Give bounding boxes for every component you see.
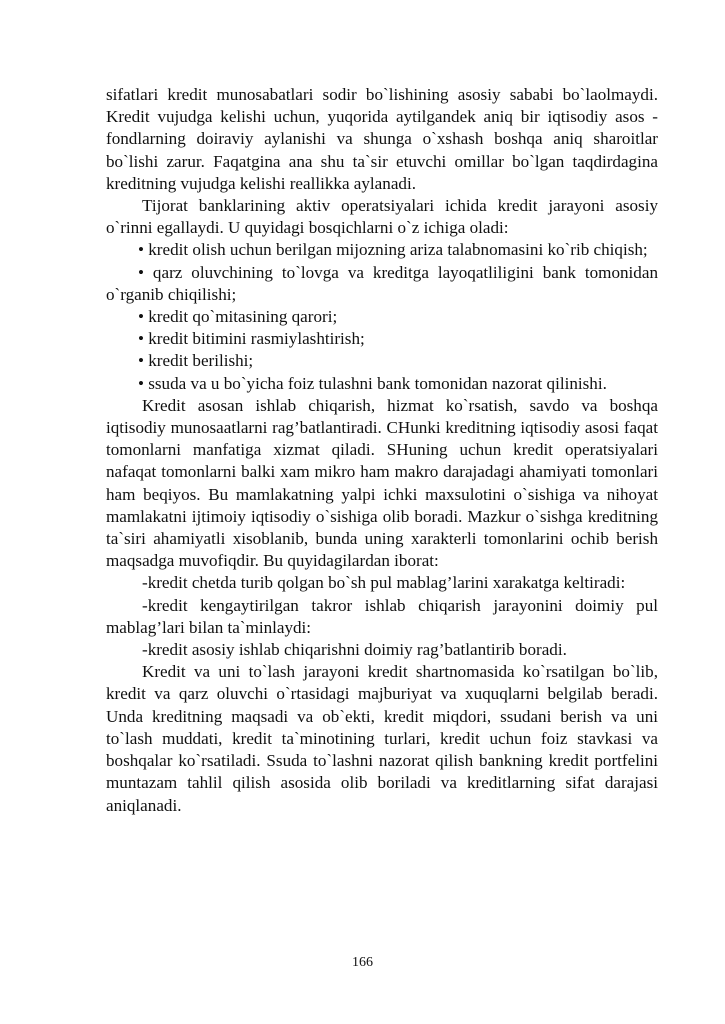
bullet-item-committee-decision: • kredit qo`mitasining qarori;: [138, 307, 338, 327]
page-number: 166: [352, 955, 373, 970]
bullet-item-loan-control: • ssuda va u bo`yicha foiz tulashni bank tomonidan nazorat qilinishi.: [138, 373, 607, 393]
bullet-item-credit-issuance: • kredit berilishi;: [138, 351, 254, 371]
list-item-production-stimulation: -kredit asosiy ishlab chiqarishni doimiy rag’batlantirib boradi.: [142, 640, 567, 660]
paragraph-credit-agreement: Kredit va uni to`lash jarayoni kredit shartnomasida ko`rsatilgan bo`lib, kredit va qarz oluvchi o`rtasidagi majburiyat va xuquqlarni belgilab beradi. Unda kreditning maqsadi va ob`ekti, kredit miqdori, ssudani berish va uni to`lash muddati, kredit ta`minotining turlari, kredit uchun foiz stavkasi va boshqalar ko`rsatiladi. Ssuda to`lashni nazorat qilish bankning kredit portfelini muntazam tahlil qilish asosida olib boriladi va kreditlarning sifat darajasi aniqlanadi.: [106, 662, 658, 815]
bullet-item-agreement-formalization: • kredit bitimini rasmiylashtirish;: [138, 329, 365, 349]
bullet-item-application-review: • kredit olish uchun berilgan mijozning ariza talabnomasini ko`rib chiqish;: [138, 240, 648, 260]
paragraph-continuation: sifatlari kredit munosabatlari sodir bo`lishining asosiy sababi bo`laolmaydi. Kredit vujudga kelishi uchun, yuqorida aytilgandek aniq bir iqtisodiy asos -fondlarning doiraviy aylanishi va shunga o`xshash boshqa aniq sharoitlar bo`lishi zarur. Faqatgina ana shu ta`sir etuvchi omillar bo`lgan taqdirdagina kreditning vujudga kelishi reallikka aylanadi.: [106, 85, 658, 193]
paragraph-credit-stimulation: Kredit asosan ishlab chiqarish, hizmat ko`rsatish, savdo va boshqa iqtisodiy munosaatlarni rag’batlantiradi. CHunki kreditning iqtisodiy asosi faqat tomonlarni manfatiga xizmat qiladi. SHuning uchun kredit operatsiyalari nafaqat tomonlarni balki xam mikro ham makro darajadagi ahamiyati tomonlari ham beqiyos. Bu mamlakatning yalpi ichki maxsulotini o`sishiga va nihoyat mamlakatni ijtimoiy iqtisodiy o`sishiga olib boradi. Mazkur o`sishga kreditning ta`siri ahamiyatli xisoblanib, bunda uning xarakterli tomonlarini ochib berish maqsadga muvofiqdir. Bu quyidagilardan iborat:: [106, 395, 658, 571]
paragraph-credit-process-intro: Tijorat banklarining aktiv operatsiyalari ichida kredit jarayoni asosiy o`rinni egallaydi. U quyidagi bosqichlarni o`z ichiga oladi:: [106, 196, 658, 238]
bullet-item-creditworthiness: • qarz oluvchining to`lovga va kreditga layoqatliligini bank tomonidan o`rganib chiqilishi;: [106, 262, 658, 304]
list-item-expanded-reproduction: -kredit kengaytirilgan takror ishlab chiqarish jarayonini doimiy pul mablag’lari bilan ta`minlaydi:: [106, 595, 658, 637]
list-item-idle-funds: -kredit chetda turib qolgan bo`sh pul mablag’larini xarakatga keltiradi:: [142, 573, 626, 593]
document-page: [106, 84, 658, 817]
